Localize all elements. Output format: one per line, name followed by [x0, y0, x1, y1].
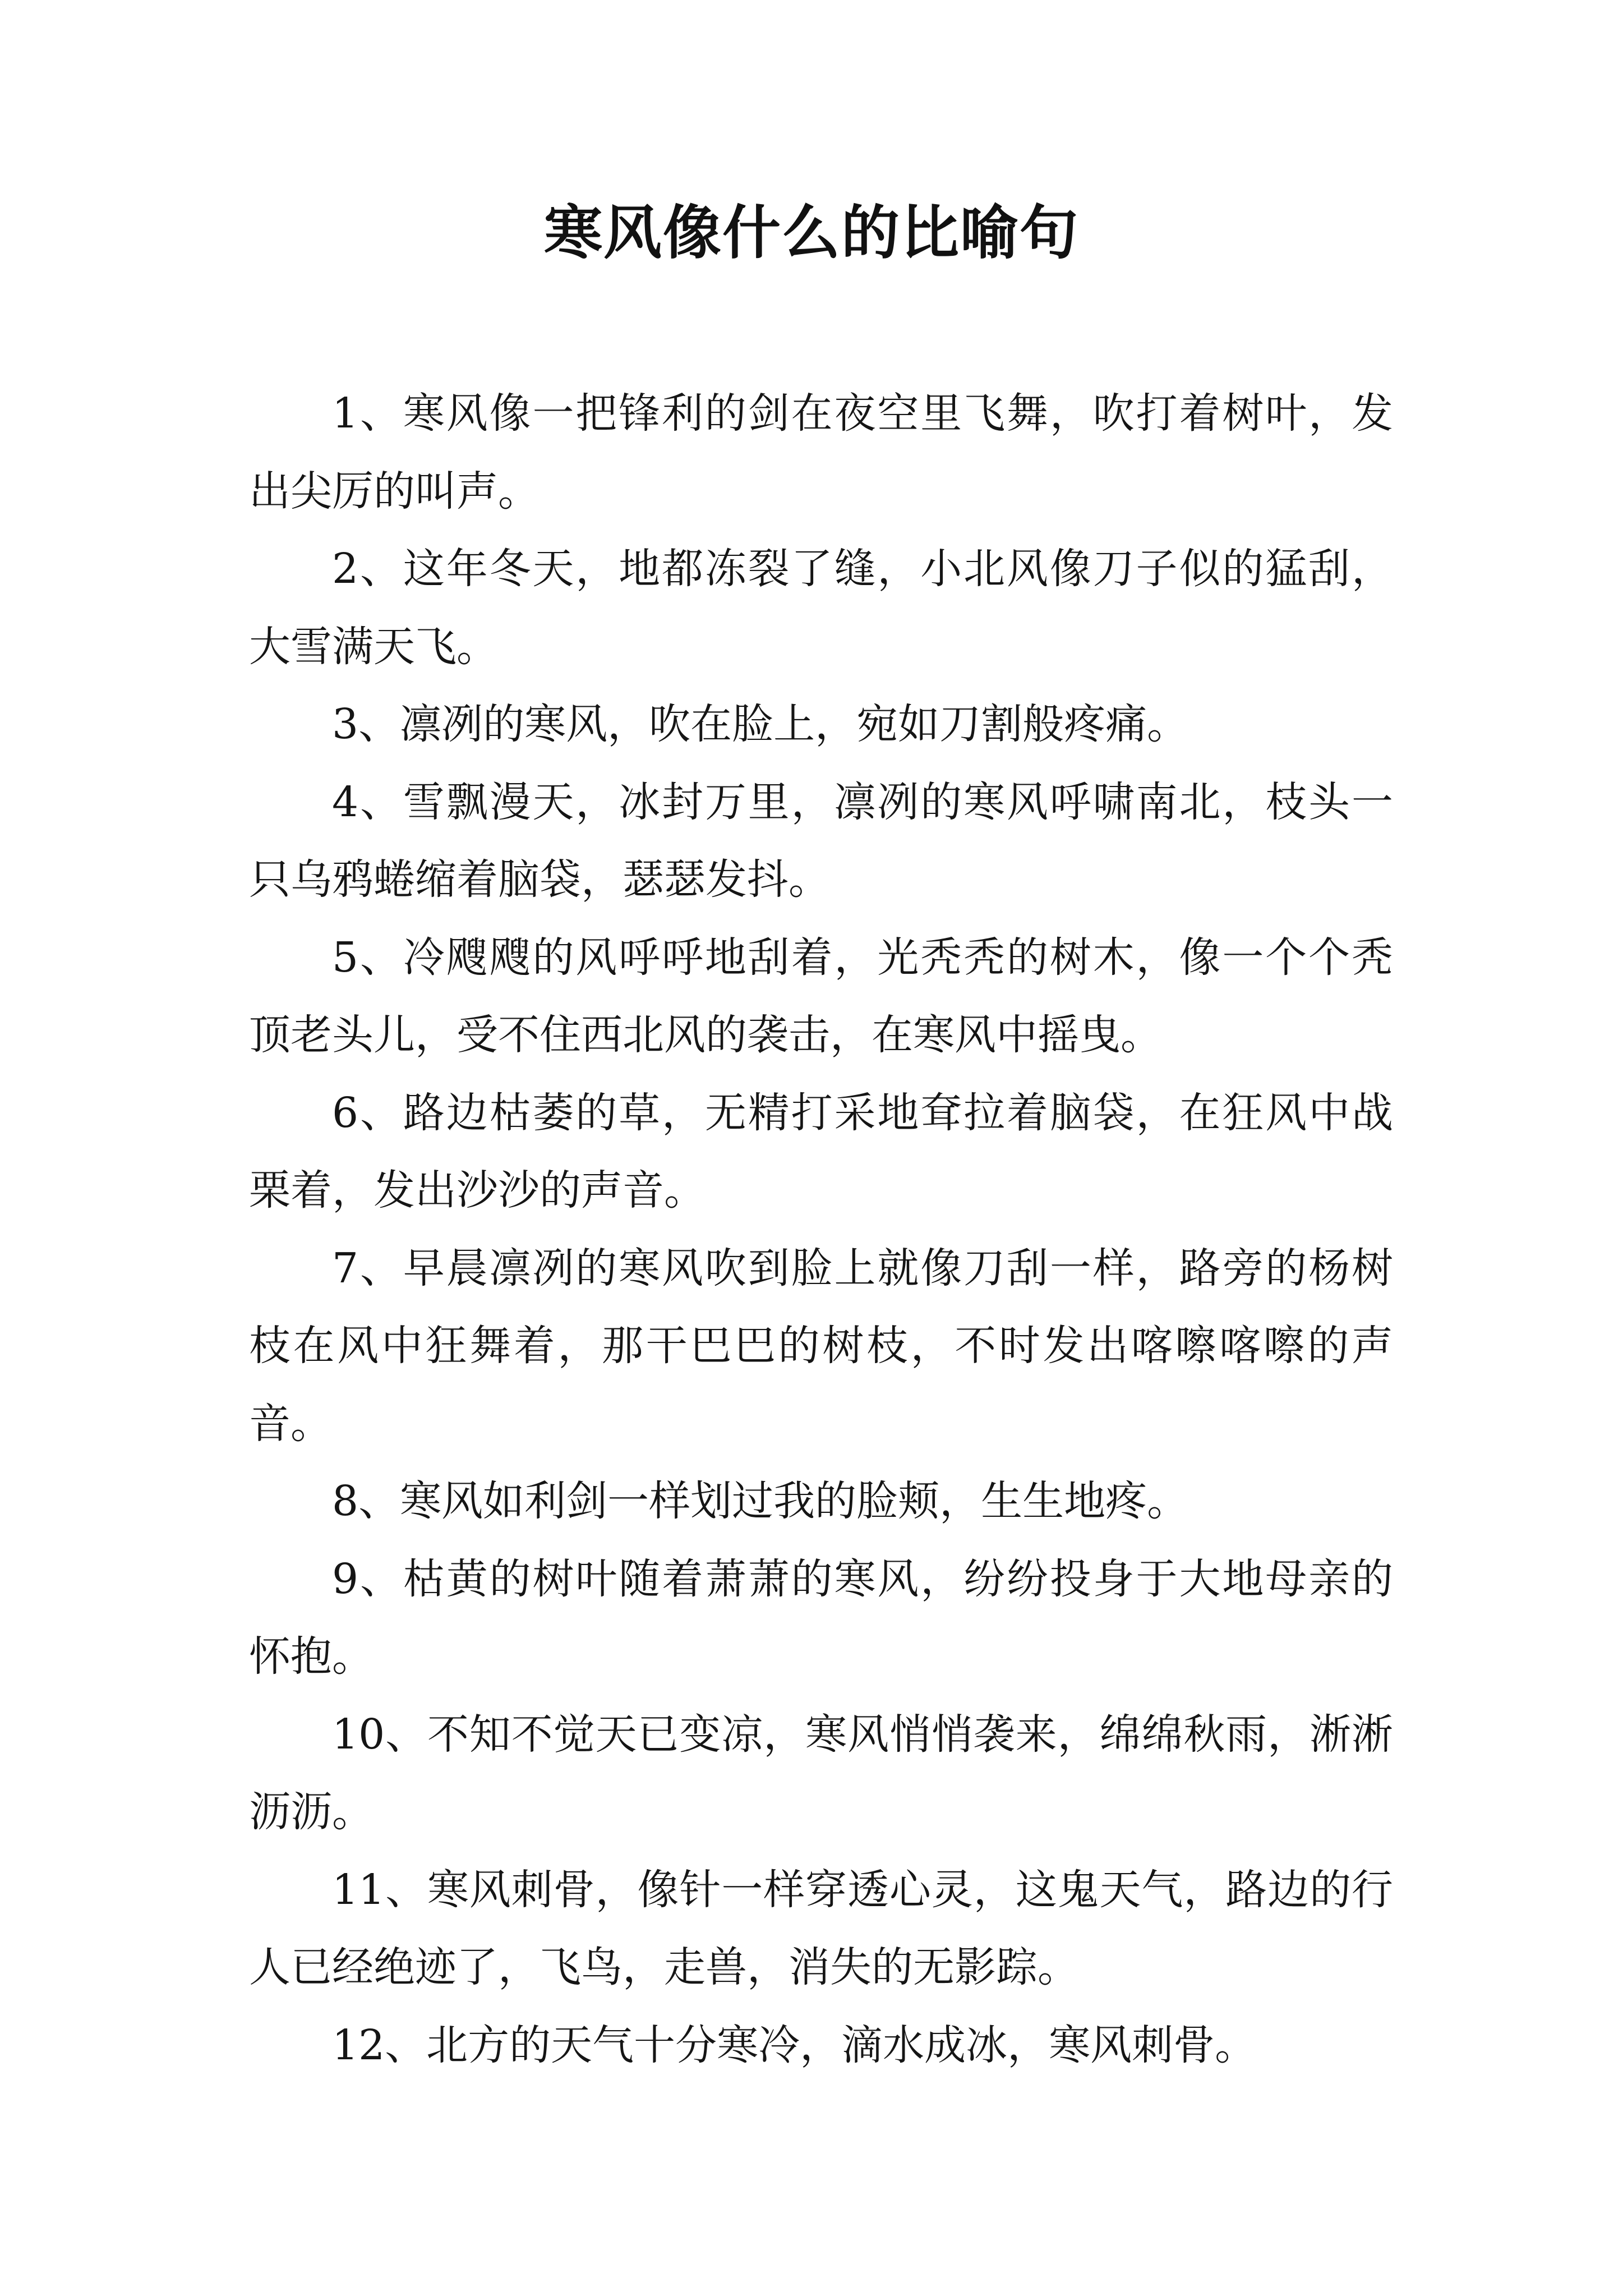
paragraph-7: 7、早晨凛冽的寒风吹到脸上就像刀刮一样，路旁的杨树枝在风中狂舞着，那干巴巴的树枝，不时发出喀嚓喀嚓的声音。 [249, 1244, 1393, 1448]
paragraph-8: 8、寒风如利剑一样划过我的脸颊，生生地疼。 [332, 1477, 1189, 1525]
paragraph-1: 1、寒风像一把锋利的剑在夜空里飞舞，吹打着树叶，发出尖厉的叫声。 [249, 389, 1393, 516]
paragraph-10: 10、不知不觉天已变凉，寒风悄悄袭来，绵绵秋雨，淅淅沥沥。 [249, 1710, 1393, 1836]
paragraph-5: 5、冷飕飕的风呼呼地刮着，光秃秃的树木，像一个个秃顶老头儿，受不住西北风的袭击，在寒风中摇曳。 [249, 933, 1393, 1059]
paragraph-2: 2、这年冬天，地都冻裂了缝，小北风像刀子似的猛刮，大雪满天飞。 [249, 545, 1393, 671]
paragraph-4: 4、雪飘漫天，冰封万里，凛冽的寒风呼啸南北，枝头一只乌鸦蜷缩着脑袋，瑟瑟发抖。 [249, 777, 1393, 904]
paragraph-3: 3、凛冽的寒风，吹在脸上，宛如刀割般疼痛。 [332, 700, 1189, 748]
paragraph-12: 12、北方的天气十分寒冷，滴水成冰，寒风刺骨。 [332, 2021, 1257, 2069]
document-title: 寒风像什么的比喻句 [543, 198, 1079, 267]
paragraph-11: 11、寒风刺骨，像针一样穿透心灵，这鬼天气，路边的行人已经绝迹了，飞鸟，走兽，消失的无影踪。 [249, 1865, 1393, 1991]
paragraph-6: 6、路边枯萎的草，无精打采地耷拉着脑袋，在狂风中战栗着，发出沙沙的声音。 [249, 1088, 1393, 1214]
document-body [249, 375, 1393, 2084]
paragraph-9: 9、枯黄的树叶随着萧萧的寒风，纷纷投身于大地母亲的怀抱。 [249, 1554, 1393, 1681]
